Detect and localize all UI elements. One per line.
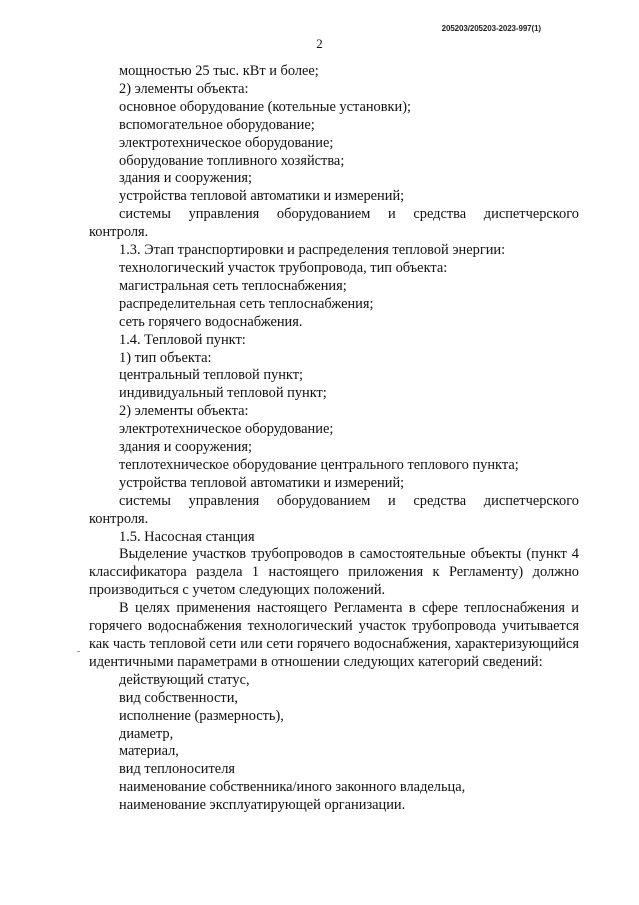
text-line: магистральная сеть теплоснабжения; bbox=[119, 277, 347, 294]
text-line: устройства тепловой автоматики и измерений; bbox=[119, 188, 405, 205]
list-item: вид теплоносителя bbox=[119, 761, 235, 778]
text-line: системы управления оборудованием и средства диспетчерского bbox=[119, 206, 579, 223]
text-line: 2) элементы объекта: bbox=[119, 80, 249, 97]
text-line: основное оборудование (котельные установки); bbox=[119, 98, 412, 115]
section-heading: 1.4. Тепловой пункт: bbox=[119, 331, 246, 348]
page-number: 2 bbox=[316, 36, 323, 51]
text-line: индивидуальный тепловой пункт; bbox=[119, 385, 327, 402]
text-line: технологический участок трубопровода, тип объекта: bbox=[119, 259, 448, 276]
text-line: устройства тепловой автоматики и измерений; bbox=[119, 474, 405, 491]
text-line: оборудование топливного хозяйства; bbox=[119, 152, 345, 169]
section-heading: 1.3. Этап транспортировки и распределения тепловой энергии: bbox=[119, 242, 506, 259]
text-line: здания и сооружения; bbox=[119, 170, 253, 187]
list-item: наименование эксплуатирующей организации. bbox=[119, 797, 406, 814]
paragraph: Выделение участков трубопроводов в самостоятельные объекты (пункт 4 классификатора раздела 1 настоящего приложения к Регламенту) должно производиться с учетом следующих положений. bbox=[89, 546, 579, 599]
scan-mark bbox=[77, 651, 80, 652]
document-id: 205203/205203-2023-997(1) bbox=[441, 24, 541, 33]
paragraph: В целях применения настоящего Регламента в сфере теплоснабжения и горячего водоснабжения технологический участок трубопровода учитывается как часть тепловой сети или сети горячего водоснабжения, характеризующийся идентичными параметрами в отношении следующих категорий сведений: bbox=[89, 600, 579, 670]
list-item: материал, bbox=[119, 743, 179, 760]
text-line: 2) элементы объекта: bbox=[119, 403, 249, 420]
text-line: электротехническое оборудование; bbox=[119, 134, 334, 151]
list-item: диаметр, bbox=[119, 725, 174, 742]
text-line: вспомогательное оборудование; bbox=[119, 116, 315, 133]
text-line: электротехническое оборудование; bbox=[119, 421, 334, 438]
list-item: наименование собственника/иного законного владельца, bbox=[119, 779, 466, 796]
text-line: мощностью 25 тыс. кВт и более; bbox=[119, 63, 319, 79]
list-item: вид собственности, bbox=[119, 689, 239, 706]
text-line: контроля. bbox=[89, 224, 149, 241]
list-item: исполнение (размерность), bbox=[119, 707, 284, 724]
text-line: центральный тепловой пункт; bbox=[119, 367, 304, 384]
list-item: действующий статус, bbox=[119, 671, 250, 688]
text-line: контроля. bbox=[89, 510, 149, 527]
text-line: здания и сооружения; bbox=[119, 439, 253, 456]
text-line: распределительная сеть теплоснабжения; bbox=[119, 295, 374, 312]
document-body bbox=[89, 63, 579, 815]
text-line: теплотехническое оборудование центрального теплового пункта; bbox=[119, 456, 519, 473]
section-heading: 1.5. Насосная станция bbox=[119, 528, 255, 545]
text-line: сеть горячего водоснабжения. bbox=[119, 313, 303, 330]
text-line: системы управления оборудованием и средства диспетчерского bbox=[119, 492, 579, 509]
text-line: 1) тип объекта: bbox=[119, 349, 212, 366]
